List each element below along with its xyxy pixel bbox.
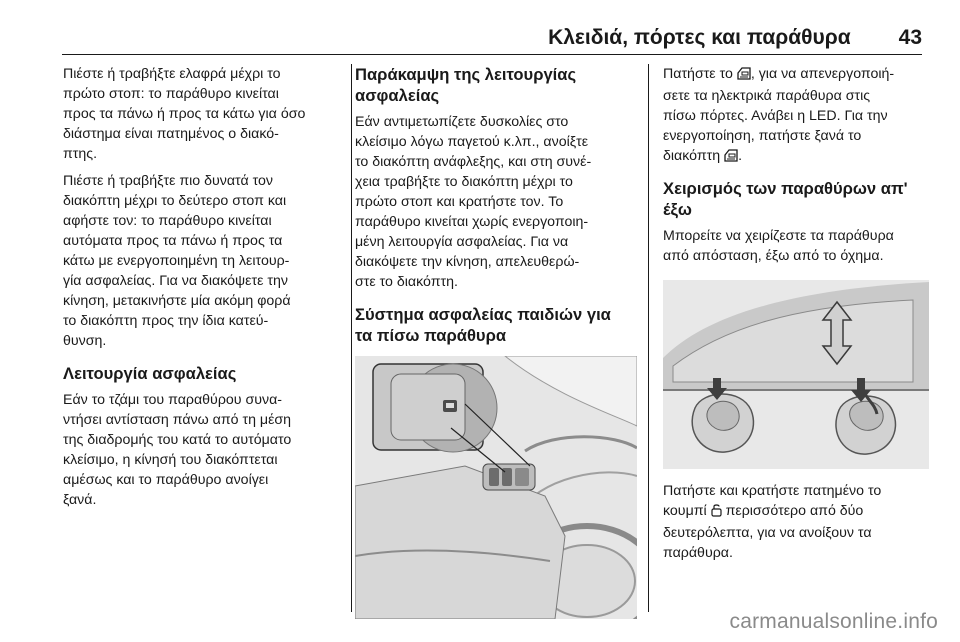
col1-paragraph-3: Εάν το τζάμι του παραθύρου συνα- ντήσει αντίσταση πάνω από τη μέση της διαδρομής του κατά το αυτόματο κλείσιμο, η κίνησή του διακόπτεται αμέσως και το παράθυρο ανοίγει ξανά. bbox=[63, 392, 292, 508]
page-number: 43 bbox=[898, 26, 922, 49]
col1-heading: Λειτουργία ασφαλείας bbox=[63, 364, 237, 383]
col1-paragraph-2: Πιέστε ή τραβήξτε πιο δυνατά τον διακόπτη μέχρι το δεύτερο στοπ και αφήστε τον: το παράθυρο κινείται αυτόματα προς τα πάνω ή προς τα κάτω με ενεργοποιημένη τη λειτουρ- γία ασφαλείας. Για να διακόψετε την κίνηση, μετακινήστε μία ακόμη φορά το διακόπτη προς την ίδια κατεύ- θυνση. bbox=[63, 173, 291, 349]
col2-paragraph-1: Εάν αντιμετωπίζετε δυσκολίες στο κλείσιμο λόγω παγετού κ.λπ., ανοίξτε το διακόπτη ανάφλεξης, και στη συνέ- χεια τραβήξτε το διακόπτη μέχρι το πρώτο στοπ και κρατήστε τον. Το παράθυρο κινείται χωρίς ενεργοποιη- μένη λειτουργία ασφαλείας. Για να διακόψετε την κίνηση, απελευθερώ- στε το διακόπτη. bbox=[355, 114, 592, 290]
figure-key-fob bbox=[663, 280, 929, 469]
header-title: Κλειδιά, πόρτες και παράθυρα bbox=[548, 26, 851, 49]
window-lock-icon bbox=[737, 66, 751, 86]
col2-heading-2: Σύστημα ασφαλείας παιδιών για τα πίσω παράθυρα bbox=[355, 305, 611, 345]
column-2 bbox=[355, 64, 637, 619]
watermark: carmanualsonline.info bbox=[729, 610, 938, 633]
col3-paragraph-3: Πατήστε και κρατήστε πατημένο το κουμπί περισσότερο από δύο δευτερόλεπτα, για να ανοίξουν τα παράθυρα. bbox=[663, 483, 882, 561]
key-fob-illustration bbox=[663, 280, 929, 469]
column-1 bbox=[63, 64, 345, 517]
header-rule bbox=[62, 54, 922, 55]
column-divider-2 bbox=[648, 64, 649, 612]
figure-door-panel-switches bbox=[355, 356, 637, 619]
column-divider-1 bbox=[351, 64, 352, 612]
unlock-icon bbox=[711, 503, 722, 523]
col2-heading-1: Παράκαμψη της λειτουργίας ασφαλείας bbox=[355, 65, 577, 105]
page-header bbox=[62, 26, 922, 50]
col3-paragraph-1: Πατήστε το , για να απενεργοποιή- σετε τα ηλεκτρικά παράθυρα στις πίσω πόρτες. Ανάβει η LED. Για την ενεργοποίηση, πατήστε ξανά το διακόπτη . bbox=[663, 64, 933, 168]
column-3 bbox=[663, 64, 933, 570]
door-panel-illustration bbox=[355, 356, 637, 619]
window-lock-icon bbox=[724, 148, 738, 168]
col3-heading: Χειρισμός των παραθύρων απ' έξω bbox=[663, 179, 908, 219]
col1-paragraph-1: Πιέστε ή τραβήξτε ελαφρά μέχρι το πρώτο στοπ: το παράθυρο κινείται προς τα πάνω ή προς τα κάτω για όσο διάστημα είναι πατημένος ο διακό- πτης. bbox=[63, 66, 306, 162]
col3-paragraph-2: Μπορείτε να χειρίζεστε τα παράθυρα από απόσταση, έξω από το όχημα. bbox=[663, 228, 894, 264]
